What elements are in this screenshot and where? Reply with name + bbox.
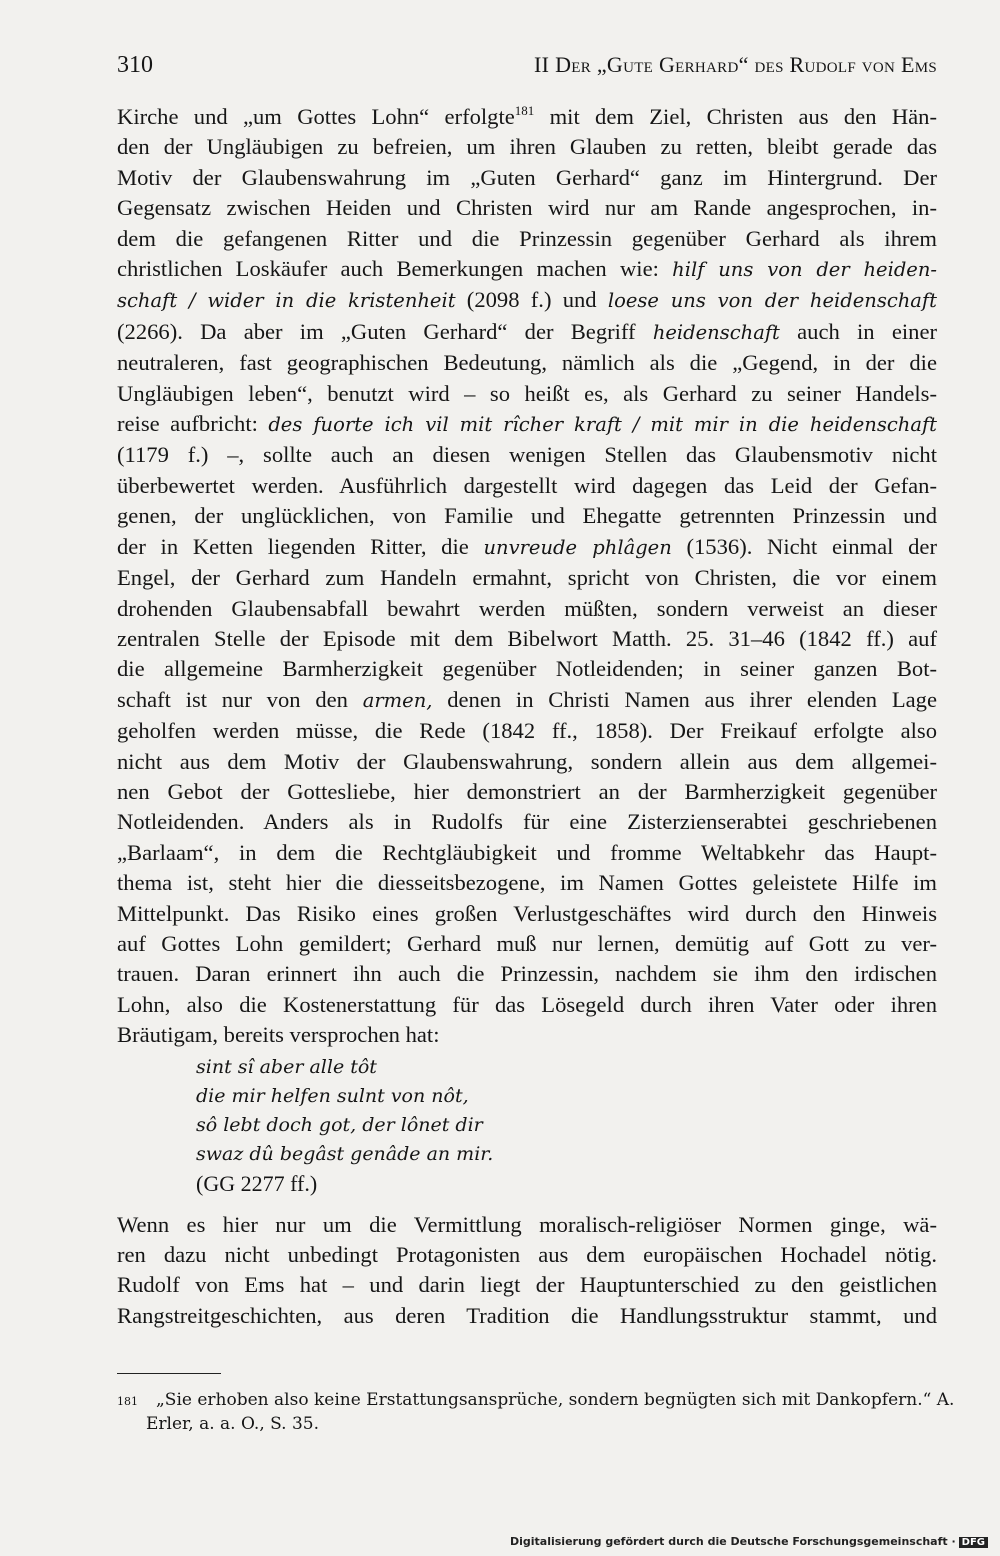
page-header bbox=[117, 52, 937, 86]
text-line: auf Gottes Lohn gemildert; Gerhard muß nur lernen, demütig auf Gott zu ver- bbox=[117, 930, 937, 956]
text-line: thema ist, steht hier die diesseitsbezogene, im Namen Gottes geleistete Hilfe im bbox=[117, 870, 937, 896]
text-line: ren dazu nicht unbedingt Protagonisten aus dem europäischen Hochadel nötig. bbox=[117, 1242, 937, 1267]
text-line: Gegensatz zwischen Heiden und Christen wird nur am Rande angesprochen, in- bbox=[117, 195, 937, 221]
digitization-credit: Digitalisierung gefördert durch die Deutsche Forschungsgemeinschaft · DFG bbox=[510, 1535, 988, 1548]
text-line: Mittelpunkt. Das Risiko eines großen Verlustgeschäftes wird durch den Hinweis bbox=[117, 900, 937, 926]
text-line: Kirche und „um Gottes Lohn“ erfolgte$^{181}$ mit dem Ziel, Christen aus den Hän- bbox=[117, 103, 937, 129]
text-line: der in Ketten liegenden Ritter, die unvreude phlâgen (1536). Nicht einmal der bbox=[117, 533, 937, 559]
text-line: (2266). Da aber im „Guten Gerhard“ der Begriff heidenschaft auch in einer bbox=[117, 318, 937, 344]
footnote-number: 181 bbox=[117, 1395, 138, 1408]
text-line: dem die gefangenen Ritter und die Prinzessin gegenüber Gerhard als ihrem bbox=[117, 225, 937, 251]
footnote bbox=[117, 1388, 955, 1436]
text-line: genen, der unglücklichen, von Familie und Ehegatte getrennten Prinzessin und bbox=[117, 503, 937, 529]
paragraph-2 bbox=[117, 1210, 937, 1332]
dfg-logo: DFG bbox=[959, 1537, 988, 1548]
text-line: christlichen Loskäufer auch Bemerkungen machen wie: hilf uns von der heiden- bbox=[117, 256, 937, 282]
footnote-line: $^{181}$ „Sie erhoben also keine Erstattungsansprüche, sondern begnügten sich mit Dankopfern.“ A. bbox=[117, 1390, 955, 1410]
page-number: 310 bbox=[117, 52, 153, 78]
text-line: Engel, der Gerhard zum Handeln ermahnt, spricht von Christen, die vor einem bbox=[117, 565, 937, 591]
verse-line: sô lebt doch got, der lônet dir bbox=[196, 1113, 483, 1136]
text-line: schaft ist nur von den armen, denen in Christi Namen aus ihrer elenden Lage bbox=[117, 686, 937, 712]
footnote-divider bbox=[117, 1373, 221, 1374]
text-line: nen Gebot der Gottesliebe, hier demonstriert an der Barmherzigkeit gegenüber bbox=[117, 778, 937, 804]
text-line: geholfen werden müsse, die Rede (1842 ff., 1858). Der Freikauf erfolgte also bbox=[117, 718, 937, 744]
running-head: II Der „Gute Gerhard“ des Rudolf von Ems bbox=[534, 52, 937, 77]
text-line: drohenden Glaubensabfall bewahrt werden müßten, sondern verweist an dieser bbox=[117, 595, 937, 621]
text-line: Rudolf von Ems hat – und darin liegt der Hauptunterschied zu den geistlichen bbox=[117, 1272, 937, 1298]
text-line: „Barlaam“, in dem die Rechtgläubigkeit und fromme Weltabkehr das Haupt- bbox=[117, 839, 937, 865]
text-line: neutraleren, fast geographischen Bedeutung, nämlich als die „Gegend, in der die bbox=[117, 350, 937, 376]
text-line: überbewertet werden. Ausführlich dargestellt wird dagegen das Leid der Gefan- bbox=[117, 472, 937, 498]
text-line: nicht aus dem Motiv der Glaubenswahrung, sondern allein aus dem allgemei- bbox=[117, 748, 937, 774]
text-line: zentralen Stelle der Episode mit dem Bibelwort Matth. 25. 31–46 (1842 ff.) auf bbox=[117, 625, 937, 651]
text-line: Motiv der Glaubenswahrung im „Guten Gerhard“ ganz im Hintergrund. Der bbox=[117, 164, 937, 190]
body-text bbox=[117, 102, 937, 1331]
text-line: Bräutigam, bereits versprochen hat: bbox=[117, 1022, 440, 1048]
verse-line: swaz dû begâst genâde an mir. bbox=[196, 1142, 494, 1165]
text-line: reise aufbricht: des fuorte ich vil mit rîcher kraft / mit mir in die heidenschaft bbox=[117, 411, 938, 437]
text-line: den der Ungläubigen zu befreien, um ihren Glauben zu retten, bleibt gerade das bbox=[117, 134, 937, 160]
text-line: die allgemeine Barmherzigkeit gegenüber Notleidenden; in seiner ganzen Bot- bbox=[117, 656, 937, 682]
verse-quotation bbox=[196, 1053, 937, 1198]
text-line: Notleidenden. Anders als in Rudolfs für eine Zisterzienserabtei geschriebenen bbox=[117, 809, 937, 835]
paragraph-1 bbox=[117, 102, 937, 1051]
footnote-line: Erler, a. a. O., S. 35. bbox=[146, 1414, 320, 1434]
text-line: Lohn, also die Kostenerstattung für das Lösegeld durch ihren Vater oder ihren bbox=[117, 991, 937, 1017]
footnote-reference[interactable]: 181 bbox=[514, 103, 535, 118]
verse-line: sint sî aber alle tôt bbox=[196, 1055, 377, 1078]
text-line: Wenn es hier nur um die Vermittlung moralisch-religiöser Normen ginge, wä- bbox=[117, 1211, 937, 1237]
text-line: trauen. Daran erinnert ihn auch die Prinzessin, nachdem sie ihm den irdischen bbox=[117, 961, 937, 987]
quote-reference: (GG 2277 ff.) bbox=[196, 1170, 318, 1196]
text-line: (1179 f.) –, sollte auch an diesen wenigen Stellen das Glaubensmotiv nicht bbox=[117, 442, 937, 468]
text-line: Rangstreitgeschichten, aus deren Tradition die Handlungsstruktur stammt, und bbox=[117, 1302, 937, 1328]
text-line: Ungläubigen leben“, benutzt wird – so heißt es, als Gerhard zu seiner Handels- bbox=[117, 380, 937, 406]
verse-line: die mir helfen sulnt von nôt, bbox=[196, 1084, 469, 1107]
text-line: schaft / wider in die kristenheit (2098 f.) und loese uns von der heidenschaft bbox=[117, 287, 937, 313]
